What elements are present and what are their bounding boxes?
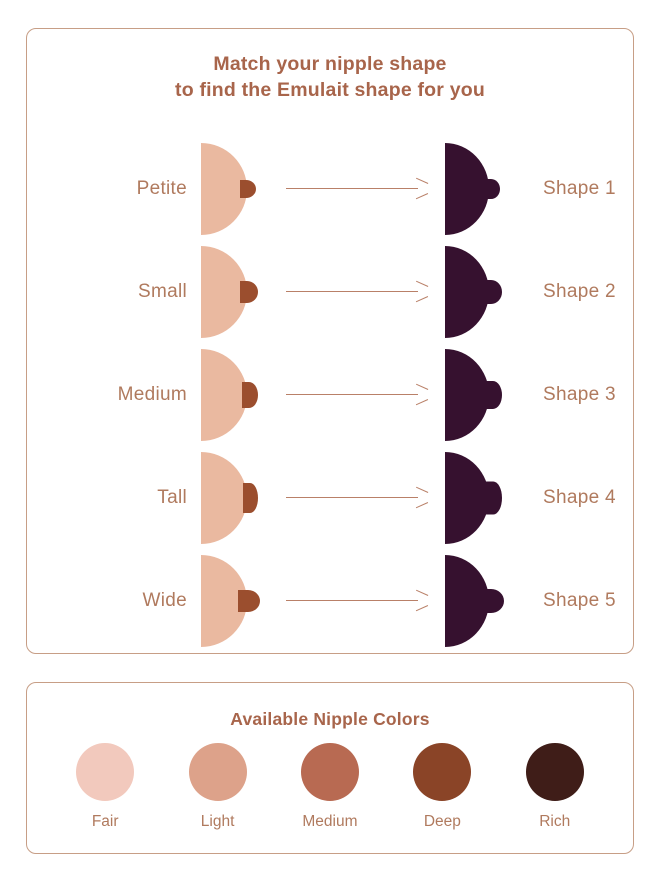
match-arrow xyxy=(269,595,445,607)
product-shape-label: Shape 1 xyxy=(543,177,616,199)
product-shape-label: Shape 2 xyxy=(543,280,616,302)
breast-illustration xyxy=(201,446,269,549)
breast-icon xyxy=(201,143,247,235)
arrow-right-icon xyxy=(286,183,428,195)
teat-tip-icon xyxy=(483,280,502,304)
breast-icon xyxy=(201,555,247,647)
arrow-right-icon xyxy=(286,595,428,607)
color-swatch-item xyxy=(170,743,266,831)
breast-icon xyxy=(201,349,247,441)
color-swatch-label: Medium xyxy=(302,813,358,830)
color-dot-light xyxy=(189,743,247,801)
color-dot-deep xyxy=(413,743,471,801)
nipple-shape-label: Small xyxy=(137,280,187,302)
bottle-teat-illustration xyxy=(445,343,521,446)
color-swatch-item xyxy=(394,743,490,831)
arrow-head xyxy=(416,492,428,504)
color-swatch-label: Deep xyxy=(423,813,461,830)
nipple-shape-label: Petite xyxy=(136,177,187,199)
shape-row xyxy=(27,549,633,652)
teat-icon xyxy=(445,246,489,338)
color-swatch-item xyxy=(507,743,603,831)
teat-tip-icon xyxy=(484,179,500,199)
color-swatch-item xyxy=(57,743,153,831)
color-dot-fair xyxy=(76,743,134,801)
available-colors-card xyxy=(26,682,634,854)
color-dot-medium xyxy=(301,743,359,801)
nipple-icon xyxy=(238,590,260,612)
breast-icon xyxy=(201,246,247,338)
nipple-shape-label: Wide xyxy=(142,589,187,611)
nipple-icon xyxy=(240,180,256,198)
bottle-teat-illustration xyxy=(445,240,521,343)
bottle-teat-illustration xyxy=(445,446,521,549)
shape-rows xyxy=(27,137,633,652)
arrow-right-icon xyxy=(286,286,428,298)
arrow-line xyxy=(286,291,418,292)
product-shape-label: Shape 5 xyxy=(543,589,616,611)
color-dot-rich xyxy=(526,743,584,801)
color-swatch-label: Fair xyxy=(91,813,119,830)
arrow-line xyxy=(286,394,418,395)
breast-illustration xyxy=(201,137,269,240)
shape-row xyxy=(27,137,633,240)
shape-row xyxy=(27,343,633,446)
match-arrow xyxy=(269,389,445,401)
breast-illustration xyxy=(201,549,269,652)
breast-illustration xyxy=(201,343,269,446)
bottle-teat-illustration xyxy=(445,549,521,652)
teat-tip-icon xyxy=(486,481,502,514)
nipple-shape-label: Tall xyxy=(157,486,187,508)
nipple-icon xyxy=(243,483,258,513)
arrow-right-icon xyxy=(286,492,428,504)
shape-row xyxy=(27,446,633,549)
arrow-head xyxy=(416,389,428,401)
arrow-head xyxy=(416,183,428,195)
match-arrow xyxy=(269,492,445,504)
teat-icon xyxy=(445,452,489,544)
breast-illustration xyxy=(201,240,269,343)
arrow-head xyxy=(416,286,428,298)
product-shape-label: Shape 4 xyxy=(543,486,616,508)
match-arrow xyxy=(269,183,445,195)
teat-icon xyxy=(445,555,489,647)
teat-tip-icon xyxy=(485,381,502,409)
teat-icon xyxy=(445,349,489,441)
nipple-icon xyxy=(242,382,258,408)
nipple-shape-label: Medium xyxy=(117,383,187,405)
colors-card-title: Available Nipple Colors xyxy=(230,709,430,729)
bottle-teat-illustration xyxy=(445,137,521,240)
match-arrow xyxy=(269,286,445,298)
teat-icon xyxy=(445,143,489,235)
arrow-head xyxy=(416,595,428,607)
shape-row xyxy=(27,240,633,343)
breast-icon xyxy=(201,452,247,544)
color-swatch-item xyxy=(282,743,378,831)
arrow-line xyxy=(286,600,418,601)
product-shape-label: Shape 3 xyxy=(543,383,616,405)
nipple-icon xyxy=(240,281,258,303)
color-swatch-label: Rich xyxy=(539,813,571,830)
card-title xyxy=(27,51,633,103)
color-swatch-label: Light xyxy=(200,813,235,830)
shape-match-card xyxy=(26,28,634,654)
arrow-line xyxy=(286,188,418,189)
arrow-line xyxy=(286,497,418,498)
arrow-right-icon xyxy=(286,389,428,401)
teat-tip-icon xyxy=(481,589,504,613)
card-title-line-1: Match your nipple shape xyxy=(213,53,447,75)
card-title-line-2: to find the Emulait shape for you xyxy=(175,79,485,101)
color-swatch-list xyxy=(27,743,633,831)
